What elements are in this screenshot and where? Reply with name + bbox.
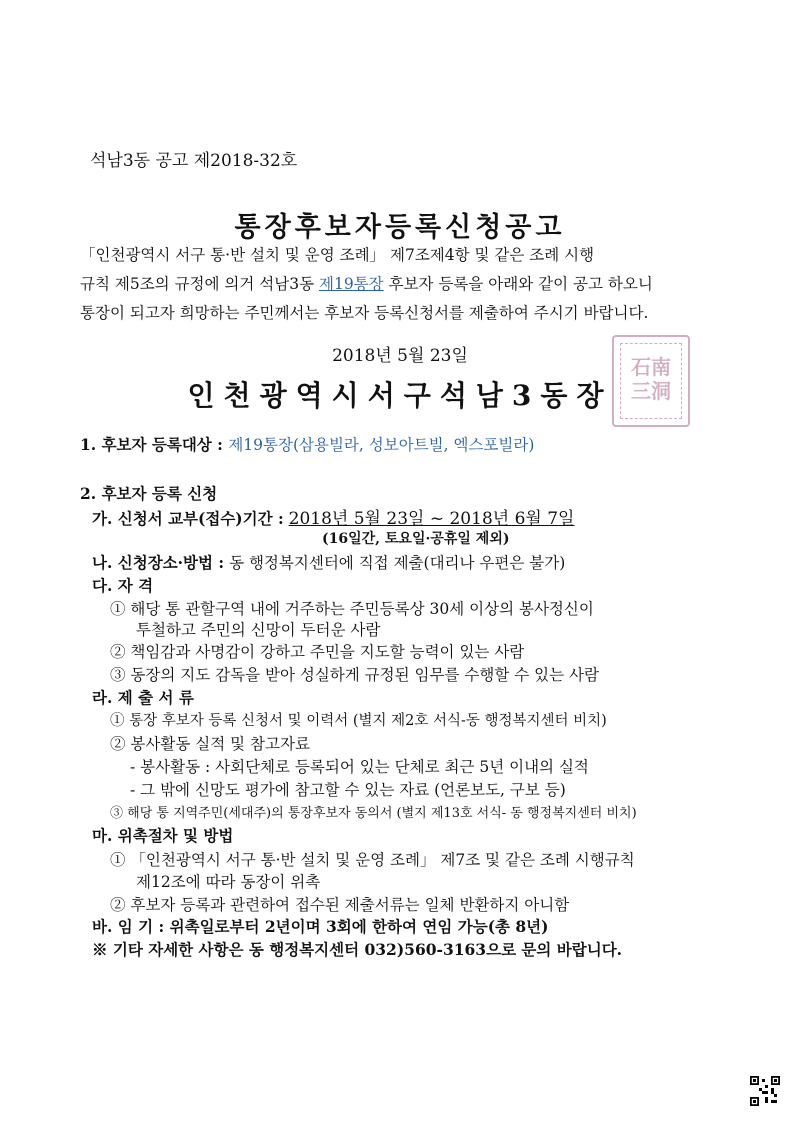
- document-2b: - 그 밖에 신망도 평가에 참고할 수 있는 자료 (언론보도, 구보 등): [130, 781, 566, 799]
- qr-code-icon: [750, 1076, 780, 1106]
- place-value: 동 행정복지센터에 직접 제출(대리나 우편은 불가): [229, 554, 566, 572]
- qualification-3: ③ 동장의 지도 감독을 받아 성실하게 규정된 임무를 수행할 수 있는 사람: [110, 666, 599, 684]
- section-1-label: 1. 후보자 등록대상 :: [80, 435, 223, 454]
- section-1-value: 제19통장(삼용빌라, 성보아트빌, 엑스포빌라): [228, 436, 535, 454]
- procedure-1a: ① 「인천광역시 서구 통·반 설치 및 운영 조례」 제7조 및 같은 조례 시행규칙: [110, 851, 635, 869]
- notice-date: 2018년 5월 23일: [332, 346, 468, 366]
- application-place: [92, 551, 565, 573]
- document-1: ① 통장 후보자 등록 신청서 및 이력서 (별지 제2호 서식-동 행정복지센터 비치): [110, 713, 607, 729]
- period-value: 2018년 5월 23일 ~ 2018년 6월 7일: [288, 509, 575, 529]
- qualification-1a: ① 해당 통 관할구역 내에 거주하는 주민등록상 30세 이상의 봉사정신이: [110, 600, 594, 618]
- intro-line-3: 통장이 되고자 희망하는 주민께서는 후보자 등록신청서를 제출하여 주시기 바랍니다.: [80, 304, 649, 322]
- procedure-title: 마. 위촉절차 및 방법: [92, 826, 234, 845]
- application-period: [92, 504, 574, 529]
- place-label: 나. 신청장소·방법 :: [92, 553, 225, 572]
- tong-number-link[interactable]: 제19통장: [319, 275, 384, 293]
- intro-line-1: 「인천광역시 서구 통·반 설치 및 운영 조례」 제7조제4항 및 같은 조례 시행: [80, 246, 595, 264]
- documents-title: 라. 제 출 서 류: [92, 688, 194, 707]
- notice-number: 석남3동 공고 제2018-32호: [90, 151, 298, 171]
- period-label: 가. 신청서 교부(접수)기간 :: [92, 509, 284, 528]
- document-2a: - 봉사활동 : 사회단체로 등록되어 있는 단체로 최근 5년 이내의 실적: [130, 758, 589, 776]
- qualification-title: 다. 자 격: [92, 576, 154, 595]
- intro-line-2-rest: 후보자 등록을 아래와 같이 공고 하오니: [383, 275, 653, 293]
- intro-line-2-text: 규칙 제5조의 규정에 의거 석남3동: [80, 275, 320, 293]
- issuer-name: 인천광역시서구석남3동장: [187, 379, 613, 412]
- section-2-title: 2. 후보자 등록 신청: [80, 484, 218, 503]
- contact-info: ※ 기타 자세한 사항은 동 행정복지센터 032)560-3163으로 문의 바랍니다.: [92, 940, 623, 959]
- document-title: 통장후보자등록신청공고: [234, 212, 566, 243]
- qualification-1b: 투철하고 주민의 신망이 두터운 사람: [136, 621, 381, 639]
- official-seal-stamp: [612, 335, 690, 427]
- qualification-2: ② 책임감과 사명감이 강하고 주민을 지도할 능력이 있는 사람: [110, 643, 525, 661]
- term-of-office: 바. 임 기 : 위촉일로부터 2년이며 3회에 한하여 연임 가능(총 8년): [92, 917, 549, 936]
- period-note: (16일간, 토요일·공휴일 제외): [322, 531, 510, 547]
- section-1: [80, 433, 534, 455]
- document-3: ③ 해당 통 지역주민(세대주)의 통장후보자 동의서 (별지 제13호 서식- 동 행정복지센터 비치): [110, 806, 637, 821]
- seal-text: 石南 三洞: [631, 355, 671, 403]
- procedure-1b: 제12조에 따라 동장이 위촉: [136, 873, 321, 891]
- document-2: ② 봉사활동 실적 및 참고자료: [110, 735, 310, 753]
- intro-line-2: [80, 272, 653, 294]
- procedure-2: ② 후보자 등록과 관련하여 접수된 제출서류는 일체 반환하지 아니함: [110, 896, 570, 914]
